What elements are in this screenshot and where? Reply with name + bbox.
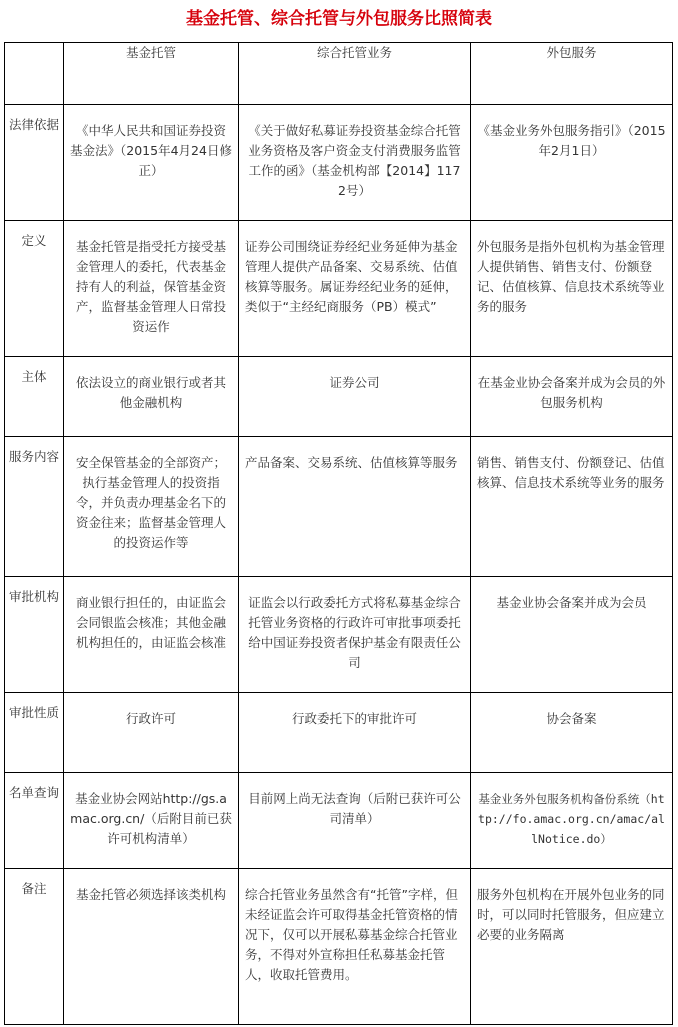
table-row bbox=[5, 577, 673, 693]
comparison-table bbox=[4, 42, 673, 1025]
table-row bbox=[5, 437, 673, 577]
table-row bbox=[5, 869, 673, 1025]
row-label: 审批机构 bbox=[5, 577, 64, 693]
header-fund-custody: 基金托管 bbox=[64, 43, 239, 105]
table-cell: 证券公司围绕证券经纪业务延伸为基金管理人提供产品备案、交易系统、估值核算等服务。属证券经纪业务的延伸，类似于“主经纪商服务（PB）模式” bbox=[245, 239, 458, 314]
table-cell: 基金业协会备案并成为会员 bbox=[496, 595, 647, 610]
table-cell: 证监会以行政委托方式将私募基金综合托管业务资格的行政许可审批事项委托给中国证券投资者保护基金有限责任公司 bbox=[248, 595, 461, 670]
table-row bbox=[5, 693, 673, 773]
table-cell: 基金托管必须选择该类机构 bbox=[75, 887, 226, 902]
table-cell: 综合托管业务虽然含有“托管”字样，但未经证监会许可取得基金托管资格的情况下，仅可以开展私募基金综合托管业务，不得对外宣称担任私募基金托管人，收取托管费用。 bbox=[245, 887, 458, 982]
table-row bbox=[5, 773, 673, 869]
table-cell: 依法设立的商业银行或者其他金融机构 bbox=[75, 375, 226, 410]
table-cell: 安全保管基金的全部资产；执行基金管理人的投资指令，并负责办理基金名下的资金往来；监督基金管理人的投资运作等 bbox=[75, 455, 226, 550]
table-row bbox=[5, 105, 673, 221]
row-label: 定义 bbox=[5, 221, 64, 357]
table-cell: 《关于做好私募证券投资基金综合托管业务资格及客户资金支付消费服务监管工作的函》（基金机构部【2014】1172号） bbox=[248, 123, 461, 198]
table-row bbox=[5, 357, 673, 437]
table-cell: 在基金业协会备案并成为会员的外包服务机构 bbox=[477, 375, 666, 410]
table-cell: 目前网上尚无法查询（后附已获许可公司清单） bbox=[248, 791, 461, 826]
table-cell: 《基金业务外包服务指引》（2015年2月1日） bbox=[477, 123, 666, 158]
table-row bbox=[5, 221, 673, 357]
table-cell: 商业银行担任的，由证监会会同银监会核准；其他金融机构担任的，由证监会核准 bbox=[75, 595, 226, 650]
header-comprehensive-custody: 综合托管业务 bbox=[239, 43, 471, 105]
table-cell: 协会备案 bbox=[546, 711, 597, 726]
table-cell: 《中华人民共和国证券投资基金法》（2015年4月24日修正） bbox=[70, 123, 232, 178]
table-cell: 基金业协会网站http://gs.amac.org.cn/（后附目前已获许可机构清单） bbox=[70, 791, 232, 846]
table-cell: 基金业务外包服务机构备份系统（http://fo.amac.org.cn/amac/allNotice.do） bbox=[478, 792, 665, 846]
row-label: 名单查询 bbox=[5, 773, 64, 869]
header-outsourcing: 外包服务 bbox=[471, 43, 673, 105]
page-title: 基金托管、综合托管与外包服务比照简表 bbox=[186, 9, 492, 29]
table-cell: 行政委托下的审批许可 bbox=[291, 711, 417, 726]
table-cell: 行政许可 bbox=[125, 711, 176, 726]
header-row bbox=[5, 43, 673, 105]
row-label: 审批性质 bbox=[5, 693, 64, 773]
table-cell: 销售、销售支付、份额登记、估值核算、信息技术系统等业务的服务 bbox=[477, 455, 665, 490]
table-cell: 服务外包机构在开展外包业务的同时，可以同时托管服务，但应建立必要的业务隔离 bbox=[477, 887, 665, 942]
row-label: 备注 bbox=[5, 869, 64, 1025]
table-cell: 外包服务是指外包机构为基金管理人提供销售、销售支付、份额登记、估值核算、信息技术系统等业务的服务 bbox=[477, 239, 665, 314]
row-label: 主体 bbox=[5, 357, 64, 437]
row-label: 法律依据 bbox=[5, 105, 64, 221]
table-cell: 基金托管是指受托方接受基金管理人的委托，代表基金持有人的利益，保管基金资产，监督基金管理人日常投资运作 bbox=[75, 239, 226, 334]
table-cell: 证券公司 bbox=[329, 375, 380, 390]
table-cell: 产品备案、交易系统、估值核算等服务 bbox=[245, 455, 458, 470]
header-corner bbox=[5, 43, 64, 105]
row-label: 服务内容 bbox=[5, 437, 64, 577]
